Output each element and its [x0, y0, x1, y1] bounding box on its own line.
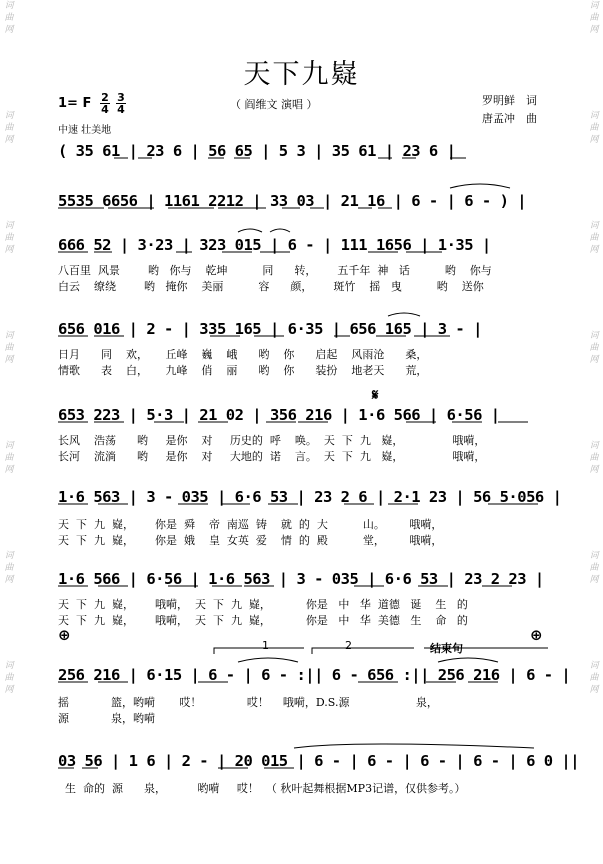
watermark-left: 词 曲 网 词 曲 网 词 曲 网 词 曲 网 词 曲 网 词 曲 网 词 曲 网 — [4, 1, 14, 695]
lyrics-row-7-verse-2: 天 下 九 嶷， 哦嗬， 天 下 九 嶷， 你是 中 华 美德 生 命 的 — [58, 614, 468, 627]
time-signature-3-4: $\frac{3}{4}$ — [117, 91, 125, 116]
score-row-3 — [58, 230, 550, 260]
lyrics-row-4-verse-2: 情歌 表 白， 九峰 俏 丽 哟 你 装扮 地老天 荒， — [58, 364, 428, 377]
volta-brackets — [0, 642, 603, 658]
coda-sign-right: ⊕ — [530, 626, 543, 644]
song-title: 天下九嶷 — [243, 59, 360, 90]
score-row-8 — [58, 660, 571, 690]
segno-sign: 𝄋 — [372, 386, 379, 404]
notes-row-4: 656 016 | 2 - | 335 165 | 6·35 | 656 165 | 3 - | — [58, 320, 482, 338]
time-signature-2-4: $\frac{2}{4}$ — [101, 91, 109, 116]
notes-row-3: 666 52 | 3·23 | 323 015 | 6 - | 111 1656 | 1·35 | — [58, 236, 491, 254]
lyrics-row-6-verse-1: 天 下 九 嶷， 你是 舜 帝 南巡 铸 就 的 大 山。 哦嗬， — [58, 518, 443, 531]
score-row-5 — [58, 400, 550, 430]
coda-sign-left: ⊕ — [58, 626, 71, 644]
composer-credit: 唐孟冲 曲 — [482, 112, 537, 125]
lyrics-row-3-verse-1: 八百里 风景 哟 你与 乾坤 同 转， 五千年 神 话 哟 你与 — [58, 264, 492, 277]
notes-row-7: 1·6 566 | 6·56 | 1·6 563 | 3 - 035 | 6·6 53 | 23 2 23 | — [58, 570, 544, 588]
volta-second-ending: 2 — [345, 639, 352, 652]
lyrics-row-8-verse-2: 源 泉，哟嗬 — [58, 712, 155, 725]
singer-credit: （ 阎维文 演唱 ） — [230, 98, 318, 111]
key-signature: 1= F — [58, 96, 92, 111]
lyrics-row-7-verse-1: 天 下 九 嶷， 哦嗬， 天 下 九 嶷， 你是 中 华 道德 诞 生 的 — [58, 598, 468, 611]
lyrics-row-8-verse-1: 摇 篮，哟嗬 哎！ 哎！ 哦嗬，D.S.源 泉， — [58, 696, 438, 709]
score-row-2 — [58, 186, 550, 216]
volta-first-ending: 1 — [262, 639, 269, 652]
score-row-6 — [58, 482, 562, 512]
lyricist-credit: 罗明鲜 词 — [482, 94, 537, 107]
score-row-7 — [58, 564, 550, 594]
score-row-9 — [58, 746, 580, 776]
score-row-4 — [58, 314, 550, 344]
tempo-marking: 中速 壮美地 — [58, 125, 112, 136]
notes-row-6: 1·6 563 | 3 - 035 | 6·6 53 | 23 2 6 | 2·1 23 | 56 5·056 | — [58, 488, 562, 506]
notes-row-1: ( 35 61 | 23 6 | 56 65 | 5 3 | 35 61 | 23 6 | — [58, 142, 456, 160]
lyrics-row-6-verse-2: 天 下 九 嶷， 你是 娥 皇 女英 爱 情 的 殿 堂， 哦嗬， — [58, 534, 443, 547]
lyrics-row-3-verse-2: 白云 缭绕 哟 掩你 美丽 容 颜， 斑竹 摇 曳 哟 送你 — [58, 280, 484, 293]
watermark-right: 词 曲 网 词 曲 网 词 曲 网 词 曲 网 词 曲 网 词 曲 网 词 曲 网 — [589, 1, 599, 695]
lyrics-row-4-verse-1: 日月 同 欢， 丘峰 巍 峨 哟 你 启起 风雨沧 桑， — [58, 348, 428, 361]
lyrics-row-5-verse-2: 长河 流淌 哟 是你 对 大地的 诺 言。 天 下 九 嶷， 哦嗬， — [58, 450, 486, 463]
lyrics-row-9: 生 命的 源 泉， 哟嗬 哎！ （ 秋叶起舞根据MP3记谱，仅供参考。） — [58, 782, 466, 795]
notes-row-8: 256 216 | 6·15 | 6 - | 6 - :|| 6 - 656 :|| 256 216 | 6 - | — [58, 666, 571, 684]
lyrics-row-5-verse-1: 长风 浩荡 哟 是你 对 历史的 呼 唤。 天 下 九 嶷， 哦嗬， — [58, 434, 486, 447]
notes-row-2: 5535 6656 | 1161 2212 | 33 03 | 21 16 | 6 - | 6 - ) | — [58, 192, 527, 210]
ending-phrase-label: 结束句 — [430, 642, 463, 655]
notes-row-5: 653 223 | 5·3 | 21 02 | 356 216 | 1·6 566 | 6·56 | — [58, 406, 500, 424]
score-row-1 — [58, 136, 550, 166]
notes-row-9: 03 56 | 1 6 | 2 - | 20 015 | 6 - | 6 - | 6 - | 6 - | 6 0 || — [58, 752, 580, 770]
